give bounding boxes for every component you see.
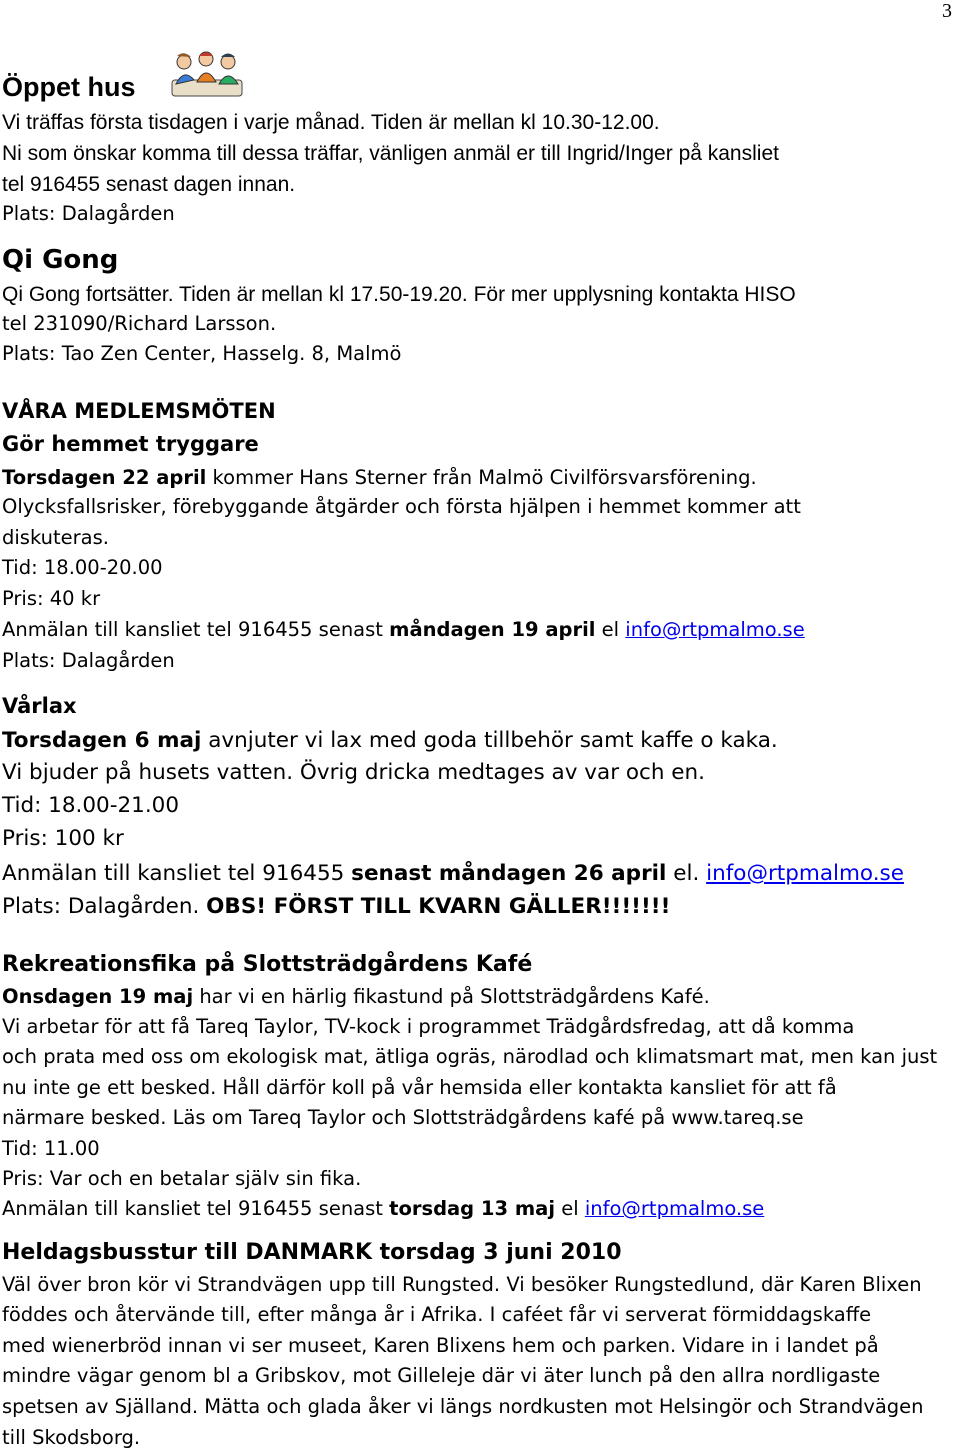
danmark-line-1: Väl över bron kör vi Strandvägen upp till Rungsted. Vi besöker Rungstedlund, där Karen Blixen bbox=[2, 1273, 922, 1296]
varlax-time: Tid: 18.00-21.00 bbox=[2, 793, 180, 818]
rekreation-line-3: och prata med oss om ekologisk mat, ätliga ogräs, närodlad och klimatsmart mat, men kan just bbox=[2, 1045, 938, 1068]
rekreation-heading: Rekreationsfika på Slottsträdgårdens Kafé bbox=[2, 952, 533, 977]
medlemsmoten-line-1: Torsdagen 22 april kommer Hans Sterner från Malmö Civilförsvarsförening. bbox=[2, 466, 757, 489]
danmark-line-5: spetsen av Själland. Mätta och glada åker vi längs nordkusten mot Helsingör och Strandvägen bbox=[2, 1395, 924, 1418]
medlemsmoten-subheading: Gör hemmet tryggare bbox=[2, 432, 259, 456]
varlax-line-2: Vi bjuder på husets vatten. Övrig dricka medtages av var och en. bbox=[2, 760, 705, 785]
danmark-heading: Heldagsbusstur till DANMARK torsdag 3 juni 2010 bbox=[2, 1240, 622, 1265]
qi-gong-line-2: tel 231090/Richard Larsson. bbox=[2, 312, 277, 335]
medlemsmoten-line-3: diskuteras. bbox=[2, 526, 109, 549]
oppet-hus-line-2: Ni som önskar komma till dessa träffar, vänligen anmäl er till Ingrid/Inger på kansliet bbox=[2, 142, 779, 165]
rekreation-line-1: Onsdagen 19 maj har vi en härlig fikastund på Slottsträdgårdens Kafé. bbox=[2, 985, 710, 1008]
medlemsmoten-signup: Anmälan till kansliet tel 916455 senast måndagen 19 april el info@rtpmalmo.se bbox=[2, 618, 805, 641]
danmark-line-6: till Skodsborg. bbox=[2, 1426, 141, 1449]
danmark-line-3: med wienerbröd innan vi ser museet, Karen Blixens hem och parken. Vidare in i landet på bbox=[2, 1334, 879, 1357]
medlemsmoten-price: Pris: 40 kr bbox=[2, 587, 101, 610]
varlax-signup: Anmälan till kansliet tel 916455 senast måndagen 26 april el. info@rtpmalmo.se bbox=[2, 861, 904, 886]
email-link[interactable]: info@rtpmalmo.se bbox=[625, 618, 805, 641]
email-link[interactable]: info@rtpmalmo.se bbox=[706, 861, 904, 886]
oppet-hus-heading: Öppet hus bbox=[2, 72, 136, 102]
qi-gong-line-1: Qi Gong fortsätter. Tiden är mellan kl 17.50-19.20. För mer upplysning kontakta HISO bbox=[2, 283, 796, 306]
medlemsmoten-time: Tid: 18.00-20.00 bbox=[2, 556, 163, 579]
email-link[interactable]: info@rtpmalmo.se bbox=[584, 1197, 765, 1220]
danmark-line-2: föddes och återvände till, efter många år i Afrika. I caféet får vi serverat förmiddagskaffe bbox=[2, 1303, 872, 1326]
rekreation-line-5: närmare besked. Läs om Tareq Taylor och Slottsträdgårdens kafé på www.tareq.se bbox=[2, 1106, 804, 1129]
qi-gong-heading: Qi Gong bbox=[2, 245, 119, 275]
varlax-heading: Vårlax bbox=[2, 694, 77, 718]
rekreation-time: Tid: 11.00 bbox=[2, 1137, 100, 1160]
medlemsmoten-heading: VÅRA MEDLEMSMÖTEN bbox=[2, 399, 276, 423]
people-meeting-clipart-icon bbox=[170, 50, 244, 100]
danmark-line-4: mindre vägar genom bl a Gribskov, mot Gilleleje där vi äter lunch på den allra nordligaste bbox=[2, 1364, 881, 1387]
rekreation-price: Pris: Var och en betalar själv sin fika. bbox=[2, 1167, 362, 1190]
qi-gong-place: Plats: Tao Zen Center, Hasselg. 8, Malmö bbox=[2, 342, 402, 365]
varlax-place: Plats: Dalagården. OBS! FÖRST TILL KVARN GÄLLER!!!!!!! bbox=[2, 894, 671, 919]
oppet-hus-place: Plats: Dalagården bbox=[2, 202, 175, 225]
rekreation-line-4: nu inte ge ett besked. Håll därför koll på vår hemsida eller kontakta kansliet för att få bbox=[2, 1076, 837, 1099]
oppet-hus-line-1: Vi träffas första tisdagen i varje månad. Tiden är mellan kl 10.30-12.00. bbox=[2, 111, 660, 134]
varlax-line-1: Torsdagen 6 maj avnjuter vi lax med goda tillbehör samt kaffe o kaka. bbox=[2, 728, 778, 753]
medlemsmoten-place: Plats: Dalagården bbox=[2, 649, 175, 672]
rekreation-line-2: Vi arbetar för att få Tareq Taylor, TV-kock i programmet Trädgårdsfredag, att då komma bbox=[2, 1015, 855, 1038]
oppet-hus-line-3: tel 916455 senast dagen innan. bbox=[2, 173, 296, 196]
varlax-price: Pris: 100 kr bbox=[2, 826, 124, 851]
medlemsmoten-line-2: Olycksfallsrisker, förebyggande åtgärder och första hjälpen i hemmet kommer att bbox=[2, 495, 801, 518]
rekreation-signup: Anmälan till kansliet tel 916455 senast torsdag 13 maj el info@rtpmalmo.se bbox=[2, 1197, 765, 1220]
page-number: 3 bbox=[942, 0, 952, 22]
